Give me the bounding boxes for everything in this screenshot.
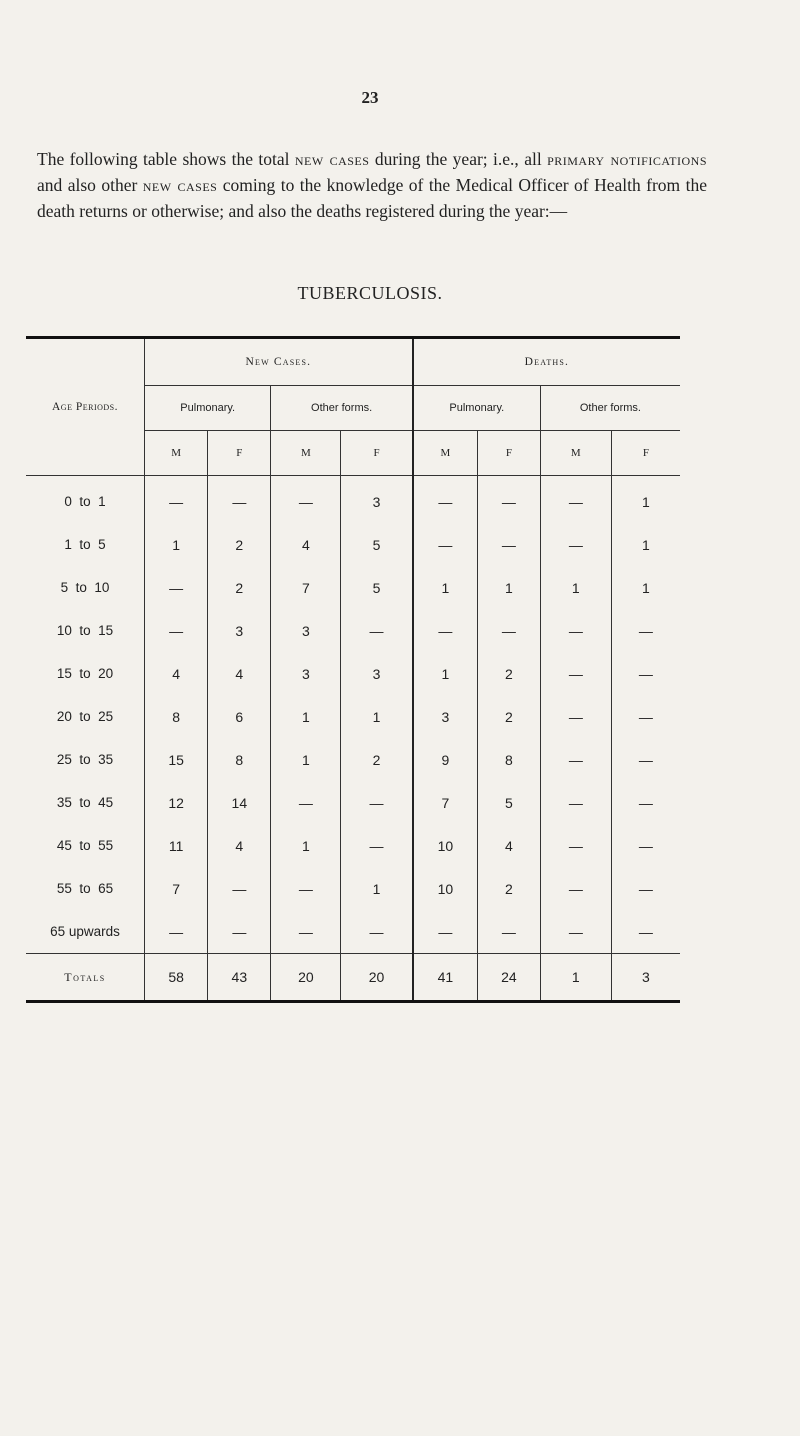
table-row [26,609,680,652]
value-cell: 1 [642,579,650,596]
value-cell: 7 [145,867,208,910]
table-row [26,824,680,867]
value-cell: 2 [478,867,541,910]
value-cell: — [638,794,653,811]
value-cell: 4 [271,523,341,566]
value-cell: 15 [145,738,208,781]
value-cell: 1 [271,695,341,738]
value-cell: — [478,523,541,566]
age-period-cell: 25 to 35 [26,738,145,781]
new-other-forms-header: Other forms. [271,386,413,431]
table-row [26,566,680,609]
value-cell: — [341,910,413,954]
value-cell: 2 [208,566,271,609]
deaths-pulmonary-header: Pulmonary. [413,386,541,431]
total-cell: 20 [271,954,341,1002]
value-cell: 2 [478,652,541,695]
age-period-cell: 35 to 45 [26,781,145,824]
value-cell: — [271,867,341,910]
value-cell: — [638,622,653,639]
value-cell: — [271,910,341,954]
value-cell: — [145,910,208,954]
male-column-header: M [413,431,478,476]
age-period-cell: 1 to 5 [26,523,145,566]
value-cell: — [145,566,208,609]
value-cell: 1 [271,824,341,867]
value-cell: — [341,824,413,867]
intro-smallcaps-1: new cases [294,148,370,169]
value-cell: 8 [478,738,541,781]
age-periods-header: Age Periods. [26,338,145,476]
page-number: 23 [361,88,379,107]
value-cell: 4 [478,824,541,867]
table-row [26,695,680,738]
female-column-header: F [341,431,413,476]
value-cell: 10 [413,824,478,867]
value-cell: — [478,476,541,524]
value-cell: — [638,665,653,682]
value-cell: — [271,476,341,524]
age-period-cell: 65 upwards [26,910,145,954]
value-cell: 1 [413,652,478,695]
value-cell: 9 [413,738,478,781]
deaths-other-forms-header: Other forms. [540,386,680,431]
value-cell: 1 [341,867,413,910]
intro-paragraph [37,146,707,224]
value-cell: 1 [642,536,650,553]
age-period-cell: 15 to 20 [26,652,145,695]
value-cell: 3 [341,476,413,524]
table-row [26,867,680,910]
intro-text-3: and also other [37,174,143,195]
female-column-header: F [611,431,680,476]
value-cell: 8 [145,695,208,738]
value-cell: 12 [145,781,208,824]
value-cell: 2 [208,523,271,566]
value-cell: 1 [271,738,341,781]
intro-smallcaps-3: new cases [142,174,218,195]
value-cell: — [540,867,611,910]
value-cell: 2 [341,738,413,781]
value-cell: 5 [341,566,413,609]
value-cell: — [540,695,611,738]
value-cell: — [638,837,653,854]
totals-row [26,954,680,1002]
total-cell: 1 [540,954,611,1002]
value-cell: 5 [478,781,541,824]
new-pulmonary-header: Pulmonary. [145,386,271,431]
value-cell: — [413,910,478,954]
value-cell: 3 [271,609,341,652]
intro-text-1: The following table shows the total [37,148,295,169]
age-period-cell: 20 to 25 [26,695,145,738]
female-column-header: F [208,431,271,476]
value-cell: 4 [208,652,271,695]
value-cell: — [208,867,271,910]
value-cell: 4 [145,652,208,695]
value-cell: — [540,609,611,652]
age-period-cell: 0 to 1 [26,476,145,524]
value-cell: 4 [208,824,271,867]
value-cell: — [540,824,611,867]
table-row [26,652,680,695]
value-cell: — [540,910,611,954]
age-period-cell: 10 to 15 [26,609,145,652]
new-cases-header: New Cases. [145,338,413,386]
value-cell: — [413,476,478,524]
total-cell: 20 [341,954,413,1002]
male-column-header: M [145,431,208,476]
value-cell: 3 [413,695,478,738]
tuberculosis-table [26,336,680,1003]
value-cell: — [638,923,653,940]
total-cell: 43 [208,954,271,1002]
value-cell: 3 [208,609,271,652]
age-period-cell: 55 to 65 [26,867,145,910]
value-cell: 14 [208,781,271,824]
value-cell: 3 [271,652,341,695]
value-cell: — [638,708,653,725]
value-cell: 1 [540,566,611,609]
intro-smallcaps-2: primary notifications [547,148,707,169]
value-cell: 11 [145,824,208,867]
value-cell: — [478,910,541,954]
value-cell: — [540,652,611,695]
deaths-header: Deaths. [413,338,680,386]
value-cell: 2 [478,695,541,738]
total-cell: 24 [478,954,541,1002]
value-cell: 1 [145,523,208,566]
value-cell: — [208,476,271,524]
value-cell: — [271,781,341,824]
value-cell: — [208,910,271,954]
intro-text-4: coming to the knowledge of the Medical Officer of Health from the death returns or otherwise; and also the deaths registered during the year:— [37,174,707,221]
total-cell: 58 [145,954,208,1002]
value-cell: 6 [208,695,271,738]
value-cell: — [478,609,541,652]
value-cell: — [145,476,208,524]
value-cell: — [341,609,413,652]
value-cell: 3 [341,652,413,695]
table-row [26,738,680,781]
value-cell: — [540,781,611,824]
value-cell: 10 [413,867,478,910]
value-cell: — [638,751,653,768]
value-cell: 1 [642,493,650,510]
age-period-cell: 5 to 10 [26,566,145,609]
value-cell: — [540,523,611,566]
value-cell: — [638,880,653,897]
value-cell: 1 [341,695,413,738]
value-cell: 5 [341,523,413,566]
value-cell: 7 [413,781,478,824]
totals-label: Totals [26,954,145,1002]
male-column-header: M [271,431,341,476]
table-row [26,523,680,566]
age-period-cell: 45 to 55 [26,824,145,867]
value-cell: 1 [413,566,478,609]
table-row [26,476,680,524]
intro-text-2: during the year; i.e., all [369,148,548,169]
value-cell: — [413,609,478,652]
table-row [26,781,680,824]
male-column-header: M [540,431,611,476]
table-row [26,910,680,954]
total-cell: 3 [611,954,680,1002]
value-cell: — [145,609,208,652]
value-cell: 8 [208,738,271,781]
female-column-header: F [478,431,541,476]
value-cell: 7 [271,566,341,609]
value-cell: 1 [478,566,541,609]
total-cell: 41 [413,954,478,1002]
value-cell: — [540,738,611,781]
value-cell: — [341,781,413,824]
value-cell: — [540,476,611,524]
value-cell: — [413,523,478,566]
section-heading: TUBERCULOSIS. [297,283,443,303]
